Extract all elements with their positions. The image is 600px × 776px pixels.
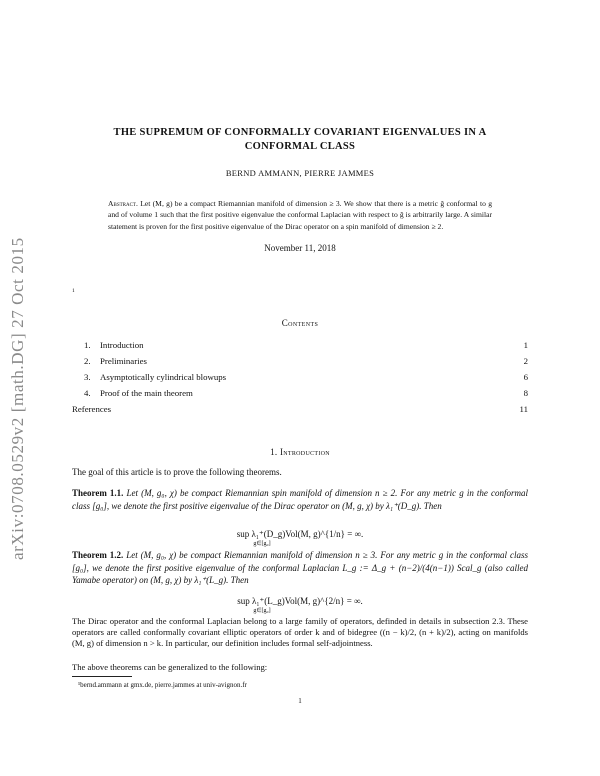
- toc-item[interactable]: [84, 385, 528, 401]
- theorem-label: Theorem 1.2.: [72, 550, 124, 560]
- toc-references[interactable]: [72, 401, 528, 417]
- intro-text: The goal of this article is to prove the following theorems.: [72, 467, 282, 477]
- equation-1-1: [72, 528, 528, 548]
- abstract-label: Abstract.: [108, 199, 138, 208]
- toc-item[interactable]: [84, 369, 528, 385]
- toc-item-label: Proof of the main theorem: [100, 388, 193, 398]
- theorem-1-1: [72, 487, 528, 512]
- table-of-contents: [72, 337, 528, 417]
- footnote-rule: [72, 676, 132, 677]
- toc-item[interactable]: [84, 353, 528, 369]
- toc-item-label: Introduction: [100, 340, 144, 350]
- toc-item[interactable]: [84, 337, 528, 353]
- toc-item-number: 1.: [84, 340, 91, 350]
- abstract-text: Let (M, g) be a compact Riemannian manifold of dimension ≥ 3. We show that there is a metric g̃ conformal to g and of volume 1 such that the first positive eigenvalue the conformal Laplacian with respect to g̃ is arbitrarily large. A similar statement is proven for the first positive eigenvalue of the Dirac operator on a spin manifold of dimension ≥ 2.: [108, 199, 492, 231]
- toc-references-label: References: [72, 404, 112, 414]
- toc-item-number: 4.: [84, 388, 91, 398]
- theorem-label: Theorem 1.1.: [72, 488, 124, 498]
- theorem-body: Let (M, g₀, χ) be compact Riemannian spin manifold of dimension n ≥ 2. For any metric g in the conformal class [g₀], we denote the first positive eigenvalue of the Dirac operator on (M, g, χ) by λ₁⁺(D_g). Then: [72, 488, 529, 511]
- paragraph-generalization: The above theorems can be generalized to the following:: [72, 661, 528, 674]
- title-line-2: CONFORMAL CLASS: [244, 141, 356, 152]
- section-heading: 1. Introduction: [270, 447, 330, 457]
- equation: sup λ₁⁺(D_g)Vol(M, g)^{1/n} = ∞.: [236, 529, 364, 539]
- toc-item-label: Preliminaries: [100, 356, 147, 366]
- toc-references-page: 11: [519, 404, 528, 414]
- paragraph-text: The Dirac operator and the conformal Laplacian belong to a large family of operators, definded in details in subsection 2.3. These operators are called conformally covariant elliptic operators of order k and of bidegree ((n − k)/2, (n + k)/2), acting on manifolds (M, g) of dimension n > k. In particular, our definition includes formal self-adjointness.: [72, 616, 528, 648]
- equation-subscript: g∈[g₀]: [253, 608, 271, 614]
- equation-1-2: [72, 595, 528, 615]
- toc-item-page: 1: [523, 340, 528, 350]
- toc-item-page: 8: [523, 388, 528, 398]
- toc-heading: Contents: [281, 318, 319, 328]
- toc-item-page: 2: [523, 356, 528, 366]
- toc-item-number: 3.: [84, 372, 91, 382]
- theorem-body: Let (M, g₀, χ) be compact Riemannian manifold of dimension n ≥ 3. For any metric g in the conformal class [g₀], we denote the first positive eigenvalue of the conformal Laplacian L_g := Δ_g + (n−2)/(4(n−1)) Scal_g (also called Yamabe operator) on (M, g, χ) by λ₁⁺(L_g). Then: [72, 550, 528, 586]
- equation-subscript: g∈[g₀]: [253, 541, 271, 547]
- theorem-1-2: [72, 549, 528, 587]
- footnote-mark: 1: [72, 288, 75, 294]
- abstract: [108, 198, 492, 232]
- equation: sup λ₁⁺(L_g)Vol(M, g)^{2/n} = ∞.: [237, 596, 363, 606]
- authors: BERND AMMANN, PIERRE JAMMES: [225, 168, 375, 178]
- date: November 11, 2018: [264, 243, 336, 253]
- title-line-1: THE SUPREMUM OF CONFORMALLY COVARIANT EIGENVALUES IN A: [113, 127, 487, 138]
- toc-item-number: 2.: [84, 356, 91, 366]
- page-number: 1: [298, 697, 302, 705]
- toc-item-page: 6: [523, 372, 528, 382]
- paragraph-conformal-operators: [72, 616, 528, 649]
- paper-title: [72, 126, 528, 154]
- footnote: ¹bernd.ammann at gmx.de, pierre.jammes at univ-avignon.fr: [78, 681, 247, 689]
- arxiv-stamp: arXiv:0708.0529v2 [math.DG] 27 Oct 2015: [8, 237, 27, 560]
- toc-item-label: Asymptotically cylindrical blowups: [100, 372, 227, 382]
